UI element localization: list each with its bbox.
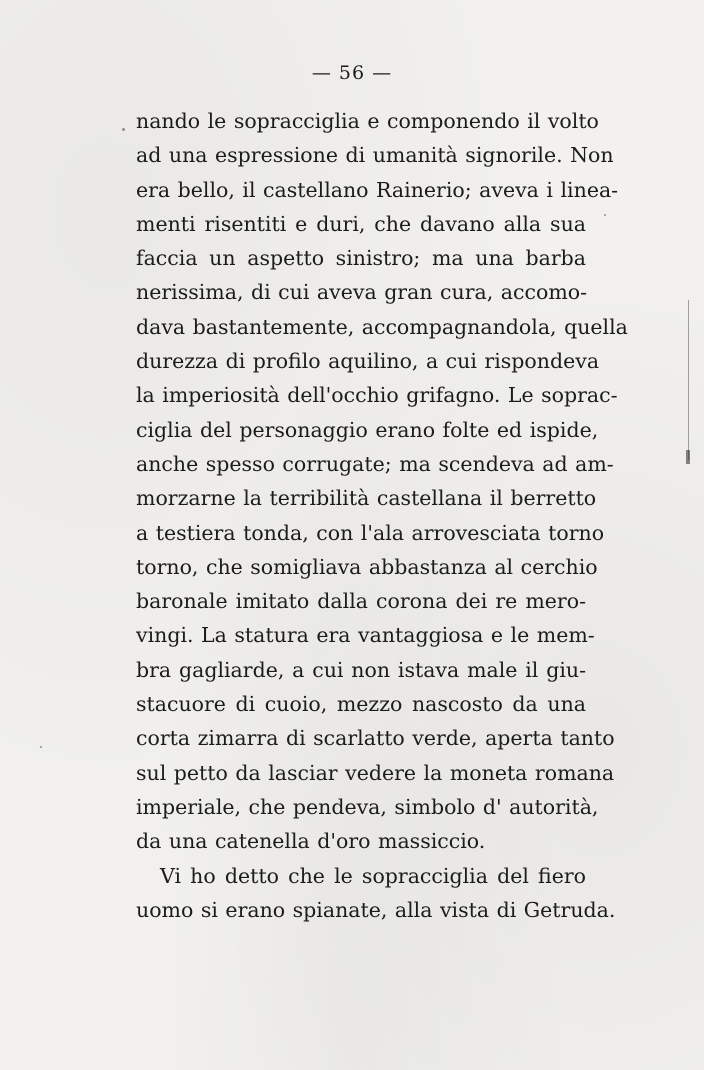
text-line: durezza di profilo aquilino, a cui rispondeva (136, 349, 600, 374)
text-line: stacuore di cuoio, mezzo nascosto da una (136, 692, 586, 717)
body-text (136, 104, 628, 927)
text-line: anche spesso corrugate; ma scendeva ad am- (136, 451, 614, 476)
text-line: nerissima, di cui aveva gran cura, accomo- (136, 280, 588, 305)
text-line: a testiera tonda, con l'ala arrovesciata torno (136, 520, 605, 545)
text-line: ad una espressione di umanità signorile. Non (136, 143, 614, 168)
text-line: vingi. La statura era vantaggiosa e le mem- (136, 623, 595, 648)
text-line: imperiale, che pendeva, simbolo d' autorità, (136, 794, 599, 819)
page-number: — 56 — (311, 62, 393, 84)
text-line: nando le sopracciglia e componendo il volto (136, 109, 599, 133)
text-line: menti risentiti e duri, che davano alla sua (136, 211, 586, 236)
text-line: uomo si erano spianate, alla vista di Getruda. (136, 897, 616, 922)
text-line: la imperiosità dell'occhio grifagno. Le soprac- (136, 383, 618, 408)
paper-speck (40, 746, 42, 748)
text-line: dava bastantemente, accompagnandola, quella (136, 314, 628, 339)
text-line: ciglia del personaggio erano folte ed ispide, (136, 417, 599, 442)
paragraph-start-line: Vi ho detto che le sopracciglia del fiero (160, 863, 586, 888)
paper-speck (122, 128, 125, 131)
paragraph-end-line: da una catenella d'oro massiccio. (136, 829, 486, 854)
text-line: faccia un aspetto sinistro; ma una barba (136, 246, 586, 271)
text-line: baronale imitato dalla corona dei re mero- (136, 589, 586, 614)
text-line: morzarne la terribilità castellana il berretto (136, 486, 597, 511)
paper-speck (604, 214, 606, 216)
text-line: torno, che somigliava abbastanza al cerchio (136, 554, 598, 579)
margin-pencil-mark (688, 300, 692, 460)
text-line: sul petto da lasciar vedere la moneta romana (136, 760, 615, 785)
text-line: corta zimarra di scarlatto verde, aperta tanto (136, 726, 615, 751)
text-line: bra gagliarde, a cui non istava male il giu- (136, 657, 586, 682)
text-line: era bello, il castellano Rainerio; aveva i linea- (136, 177, 619, 202)
